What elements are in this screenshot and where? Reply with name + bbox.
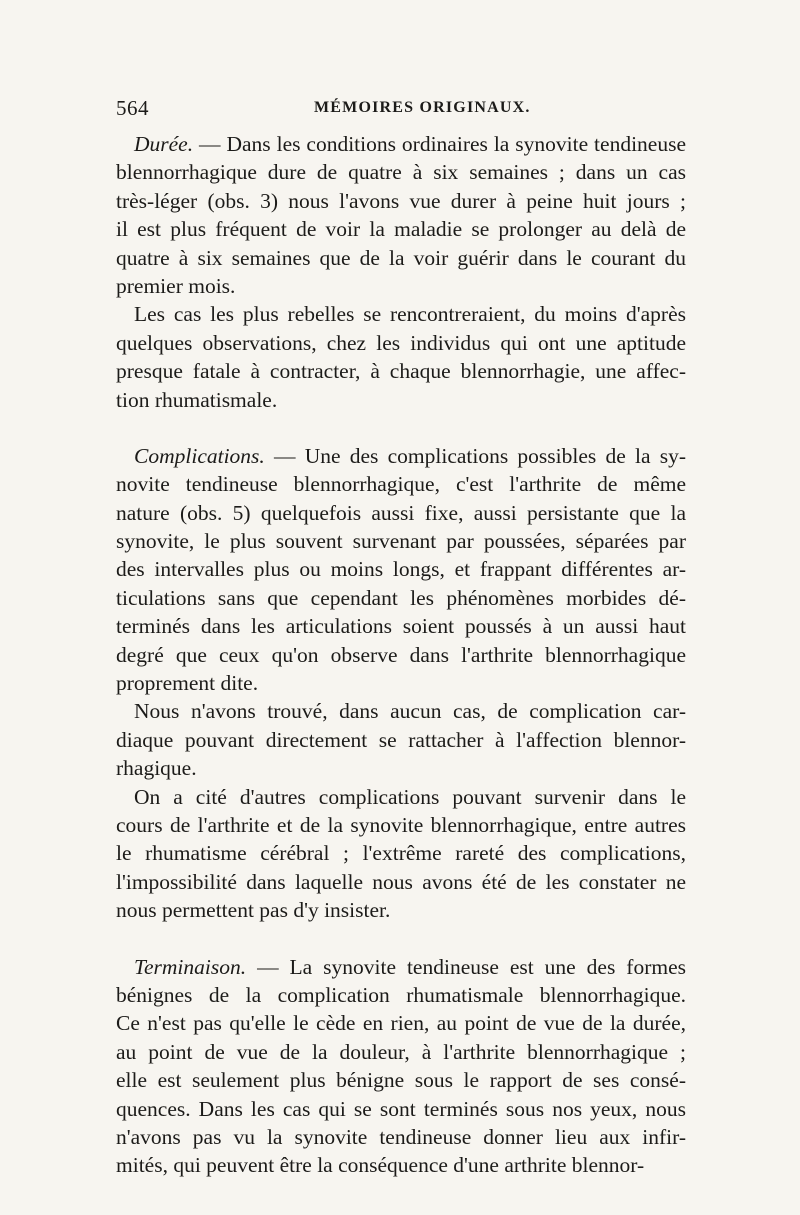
text-line (116, 442, 686, 470)
running-title: MÉMOIRES ORIGINAUX. (314, 99, 531, 116)
text-line: bénignes de la complication rhumatismale blennorrhagique. (116, 982, 686, 1007)
text-line: terminés dans les articulations soient poussés à un aussi haut (116, 614, 686, 639)
text-line: le rhumatisme cérébral ; l'extrême rareté des complications, (116, 841, 686, 866)
text-line: Nous n'avons trouvé, dans aucun cas, de complication car- (134, 699, 686, 724)
text-line: blennorrhagique dure de quatre à six semaines ; dans un cas (116, 160, 686, 185)
paragraph (116, 300, 686, 414)
section-gap (116, 925, 686, 953)
section-heading: Terminaison. (134, 954, 247, 979)
text-line: au point de vue de la douleur, à l'arthrite blennorrhagique ; (116, 1039, 686, 1064)
text-line: synovite, le plus souvent survenant par poussées, séparées par (116, 529, 686, 554)
text-line: n'avons pas vu la synovite tendineuse donner lieu aux infir- (116, 1124, 686, 1149)
text-line: ticulations sans que cependant les phénomènes morbides dé- (116, 585, 686, 610)
text-line: diaque pouvant directement se rattacher à l'affection blennor- (116, 727, 686, 752)
text-line: il est plus fréquent de voir la maladie se prolonger au delà de (116, 217, 686, 242)
text-line (116, 130, 686, 158)
section-heading: Durée. (134, 132, 194, 156)
text-line: tion rhumatismale. (116, 387, 278, 412)
text-line: quelques observations, chez les individus qui ont une aptitude (116, 330, 686, 355)
line-text: — La synovite tendineuse est une des formes (246, 954, 686, 979)
text-line: Ce n'est pas qu'elle le cède en rien, au point de vue de la durée, (116, 1011, 686, 1036)
paragraph (116, 953, 686, 1180)
body-text (116, 130, 686, 1180)
text-line: quatre à six semaines que de la voir guérir dans le courant du (116, 245, 686, 270)
section-gap (116, 414, 686, 442)
text-line: Les cas les plus rebelles se rencontreraient, du moins d'après (134, 302, 686, 327)
text-line: degré que ceux qu'on observe dans l'arthrite blennorrhagique (116, 642, 686, 667)
line-text: — Dans les conditions ordinaires la synovite tendineuse (193, 132, 686, 156)
text-line (116, 953, 686, 981)
paragraph (116, 442, 686, 698)
text-line: cours de l'arthrite et de la synovite blennorrhagique, entre autres (116, 812, 686, 837)
paragraph (116, 130, 686, 300)
text-line: novite tendineuse blennorrhagique, c'est l'arthrite de même (116, 472, 686, 497)
text-line: presque fatale à contracter, à chaque blennorrhagie, une affec- (116, 359, 686, 384)
text-line: nature (obs. 5) quelquefois aussi fixe, aussi persistante que la (116, 500, 686, 525)
text-line: premier mois. (116, 273, 236, 298)
paragraph (116, 697, 686, 782)
running-head (116, 96, 686, 120)
text-line: On a cité d'autres complications pouvant survenir dans le (134, 784, 686, 809)
text-line: rhagique. (116, 756, 197, 781)
text-line: proprement dite. (116, 671, 259, 696)
text-line: mités, qui peuvent être la conséquence d'une arthrite blennor- (116, 1153, 645, 1178)
text-line: elle est seulement plus bénigne sous le rapport de ses consé- (116, 1068, 686, 1093)
paragraph (116, 783, 686, 925)
text-line: l'impossibilité dans laquelle nous avons été de les constater ne (116, 869, 686, 894)
page-number: 564 (116, 96, 149, 120)
text-line: quences. Dans les cas qui se sont terminés sous nos yeux, nous (116, 1096, 686, 1121)
section-heading: Complications. (134, 443, 265, 468)
text-line: des intervalles plus ou moins longs, et frappant différentes ar- (116, 557, 686, 582)
line-text: — Une des complications possibles de la sy- (264, 443, 686, 468)
text-line: nous permettent pas d'y insister. (116, 898, 391, 923)
text-line: très-léger (obs. 3) nous l'avons vue durer à peine huit jours ; (116, 188, 686, 213)
